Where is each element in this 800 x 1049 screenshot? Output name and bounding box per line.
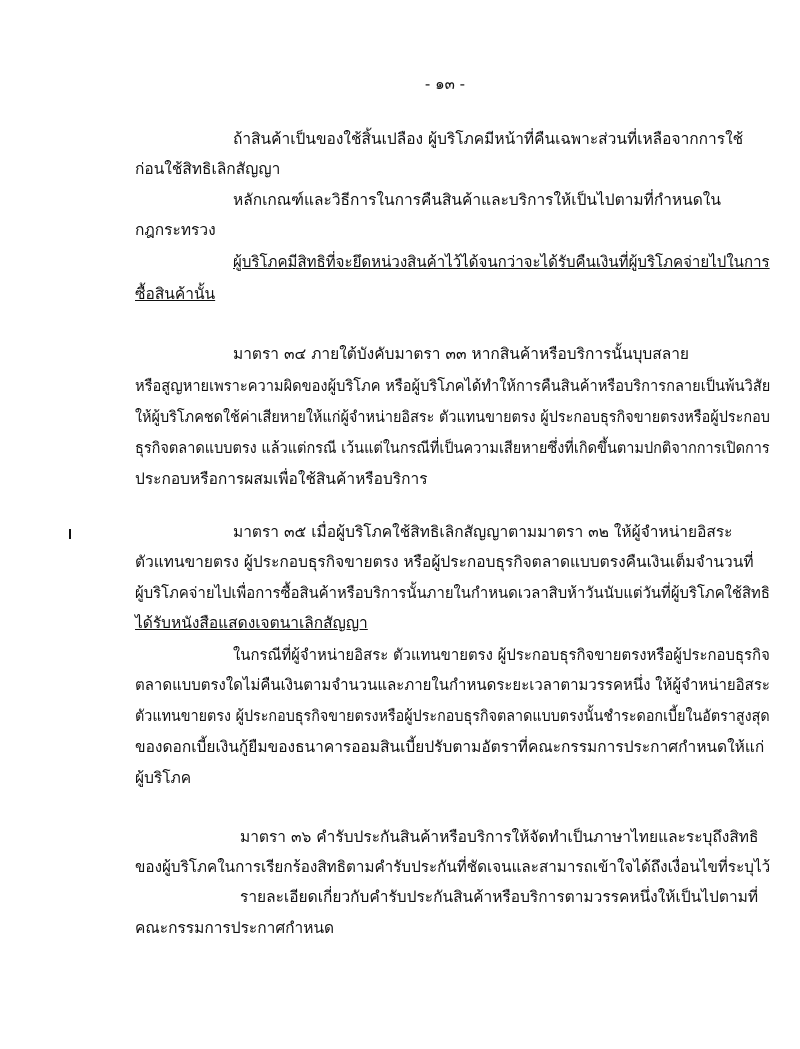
text-line-underlined: ได้รับหนังสือแสดงเจตนาเลิกสัญญา: [135, 614, 368, 632]
text-line: ให้ผู้บริโภคชดใช้ค่าเสียหายให้แก่ผู้จำหน่ายอิสระ ตัวแทนขายตรง ผู้ประกอบธุรกิจขายตรงหรือผู้ประกอบ: [135, 408, 770, 426]
text-line: ผู้บริโภคจ่ายไปเพื่อการซื้อสินค้าหรือบริการนั้นภายในกำหนดเวลาสิบห้าวันนับแต่วันที่ผู้บริโภคใช้สิทธิ: [135, 584, 770, 602]
text-line: ของผู้บริโภคในการเรียกร้องสิทธิตามคำรับประกันที่ชัดเจนและสามารถเข้าใจได้ถึงเงื่อนไขที่ระบุไว้: [135, 858, 771, 876]
text-line: ผู้บริโภค: [135, 769, 192, 787]
text-line-underlined: ผู้บริโภคมีสิทธิที่จะยึดหน่วงสินค้าไว้ได้จนกว่าจะได้รับคืนเงินที่ผู้บริโภคจ่ายไปในการ: [233, 253, 770, 271]
text-line: รายละเอียดเกี่ยวกับคำรับประกันสินค้าหรือบริการตามวรรคหนึ่งให้เป็นไปตามที่: [240, 888, 759, 906]
text-line: กฎกระทรวง: [135, 221, 216, 239]
text-line: ตลาดแบบตรงใดไม่คืนเงินตามจำนวนและภายในกำหนดระยะเวลาตามวรรคหนึ่ง ให้ผู้จำหน่ายอิสระ: [135, 676, 770, 694]
text-line: ถ้าสินค้าเป็นของใช้สิ้นเปลือง ผู้บริโภคมีหน้าที่คืนเฉพาะส่วนที่เหลือจากการใช้: [233, 130, 744, 148]
text-line: ธุรกิจตลาดแบบตรง แล้วแต่กรณี เว้นแต่ในกรณีที่เป็นความเสียหายซึ่งที่เกิดขึ้นตามปกติจากการเปิดการ: [135, 439, 770, 457]
text-line: คณะกรรมการประกาศกำหนด: [135, 919, 335, 937]
section-36-heading-line: มาตรา ๓๖ คำรับประกันสินค้าหรือบริการให้จัดทำเป็นภาษาไทยและระบุถึงสิทธิ: [240, 828, 759, 846]
text-line: ตัวแทนขายตรง ผู้ประกอบธุรกิจขายตรง หรือผู้ประกอบธุรกิจตลาดแบบตรงคืนเงินเต็มจำนวนที่: [135, 553, 754, 571]
text-line: ประกอบหรือการผสมเพื่อใช้สินค้าหรือบริการ: [135, 470, 428, 488]
text-line: ในกรณีที่ผู้จำหน่ายอิสระ ตัวแทนขายตรง ผู้ประกอบธุรกิจขายตรงหรือผู้ประกอบธุรกิจ: [233, 646, 770, 664]
section-35-heading-line: มาตรา ๓๕ เมื่อผู้บริโภคใช้สิทธิเลิกสัญญาตามมาตรา ๓๒ ให้ผู้จำหน่ายอิสระ: [233, 523, 733, 541]
text-line: ตัวแทนขายตรง ผู้ประกอบธุรกิจขายตรงหรือผู้ประกอบธุรกิจตลาดแบบตรงนั้นชำระดอกเบี้ยในอัตราสูงสุด: [135, 707, 770, 725]
section-34-heading-line: มาตรา ๓๔ ภายใต้บังคับมาตรา ๓๓ หากสินค้าหรือบริการนั้นบุบสลาย: [233, 345, 689, 363]
page-number: - ๑๓ -: [424, 75, 466, 93]
margin-mark: [69, 529, 71, 539]
text-line-underlined: ซื้อสินค้านั้น: [135, 285, 216, 303]
text-line: หลักเกณฑ์และวิธีการในการคืนสินค้าและบริการให้เป็นไปตามที่กำหนดใน: [233, 191, 721, 209]
text-line: ของดอกเบี้ยเงินกู้ยืมของธนาคารออมสินเบี้ยปรับตามอัตราที่คณะกรรมการประกาศกำหนดให้แก่: [135, 738, 765, 756]
text-line: ก่อนใช้สิทธิเลิกสัญญา: [135, 160, 281, 178]
text-line: หรือสูญหายเพราะความผิดของผู้บริโภค หรือผู้บริโภคได้ทำให้การคืนสินค้าหรือบริการกลายเป็นพ้นวิสัย: [135, 377, 771, 395]
